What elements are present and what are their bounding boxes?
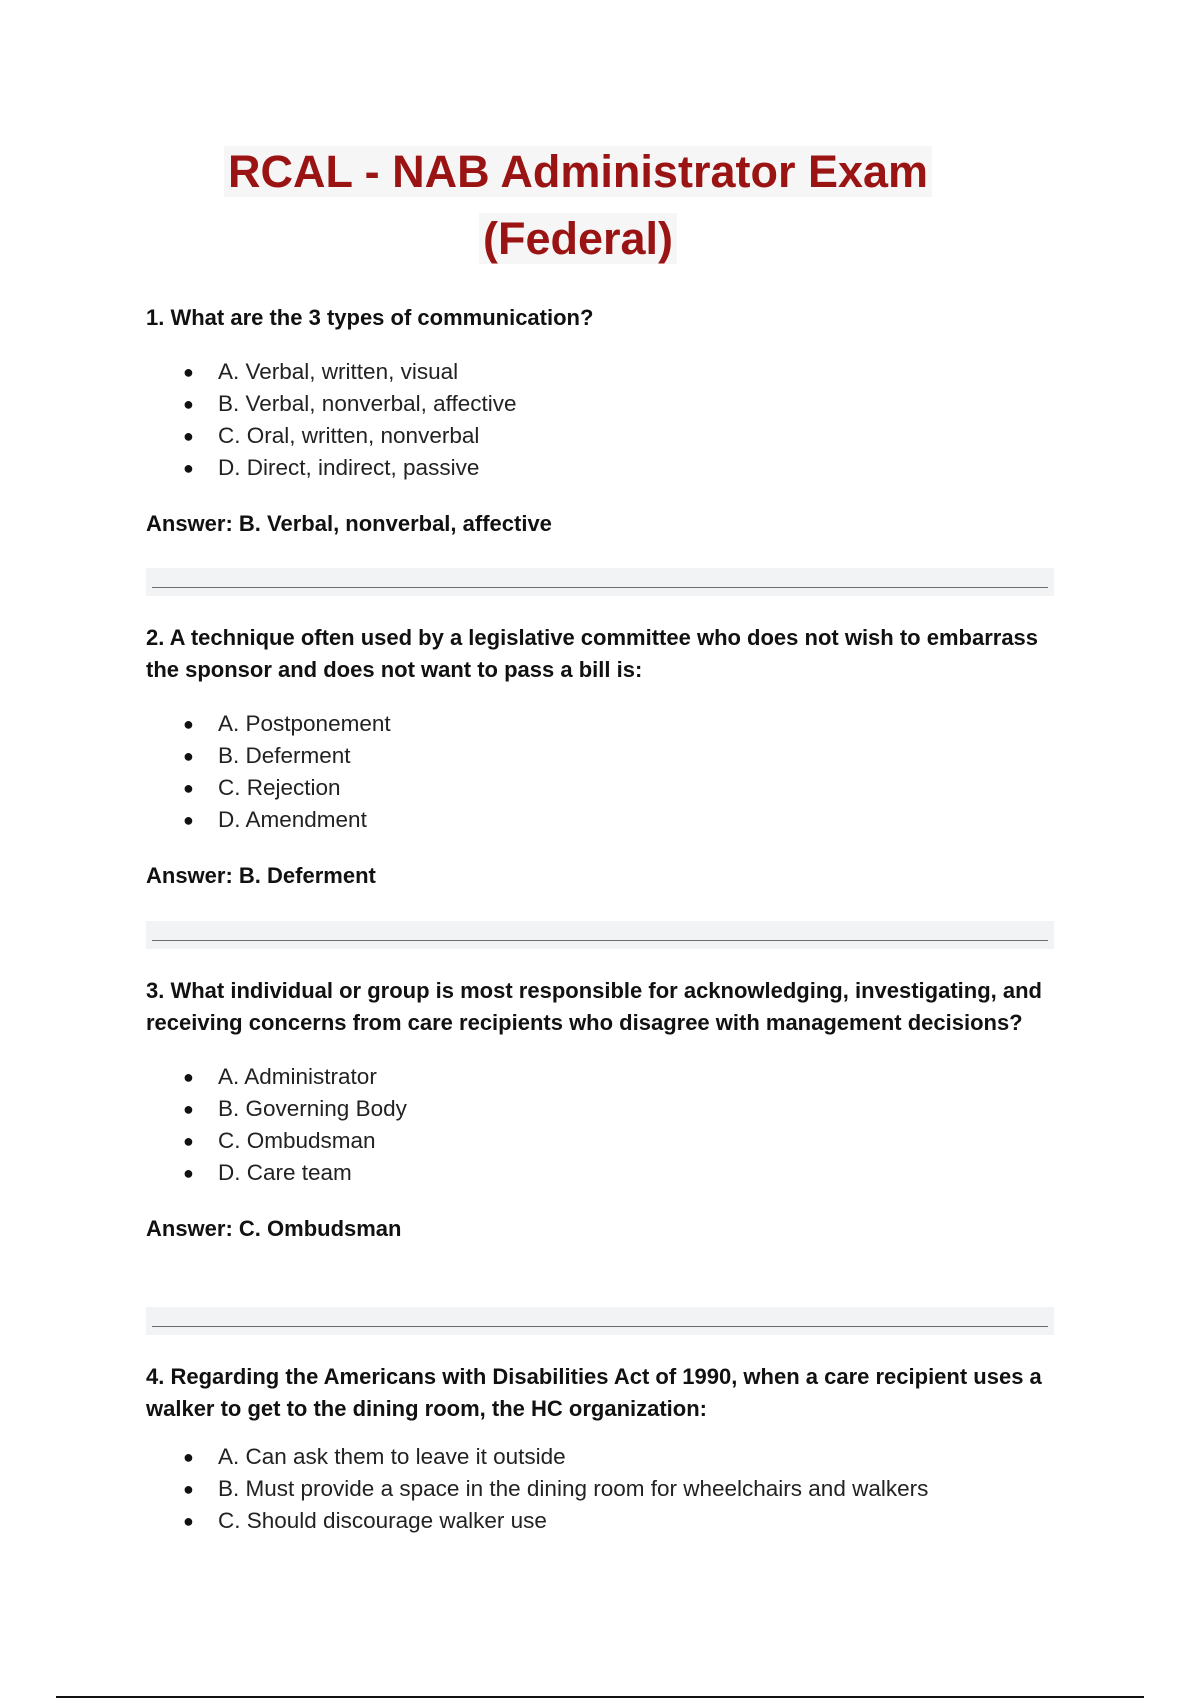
option-text: D. Direct, indirect, passive: [218, 455, 480, 480]
option-text: A. Can ask them to leave it outside: [218, 1444, 566, 1469]
question-4: [146, 1361, 1066, 1537]
options-list: [146, 356, 1066, 484]
divider: [146, 568, 1054, 596]
bullet-icon: ●: [183, 362, 194, 382]
option-item: [146, 804, 1066, 836]
options-list: [146, 708, 1066, 836]
bullet-icon: ●: [183, 1067, 194, 1087]
bullet-icon: ●: [183, 426, 194, 446]
page-subtitle: [0, 206, 1156, 272]
option-item: [146, 356, 1066, 388]
option-item: [146, 1093, 1066, 1125]
option-text: B. Governing Body: [218, 1096, 407, 1121]
option-item: [146, 1505, 1066, 1537]
question-3: [146, 975, 1066, 1245]
bullet-icon: ●: [183, 1163, 194, 1183]
option-item: [146, 420, 1066, 452]
option-text: D. Care team: [218, 1160, 352, 1185]
page-title-line-2: (Federal): [479, 213, 677, 264]
option-text: C. Oral, written, nonverbal: [218, 423, 480, 448]
question-text: 3. What individual or group is most responsible for acknowledging, investigating, and receiving concerns from care recipients who disagree with management decisions?: [146, 978, 1042, 1035]
option-item: [146, 1473, 1066, 1505]
bullet-icon: ●: [183, 746, 194, 766]
option-item: [146, 1061, 1066, 1093]
option-text: A. Verbal, written, visual: [218, 359, 459, 384]
answer: Answer: B. Verbal, nonverbal, affective: [146, 511, 552, 536]
option-item: [146, 388, 1066, 420]
page-title-line-1: RCAL - NAB Administrator Exam: [224, 146, 932, 197]
question-text: 2. A technique often used by a legislative committee who does not wish to embarrass the sponsor and does not want to pass a bill is:: [146, 625, 1039, 682]
question-1: [146, 302, 1066, 540]
divider: [146, 1307, 1054, 1335]
divider: [146, 921, 1054, 949]
option-text: B. Must provide a space in the dining room for wheelchairs and walkers: [218, 1476, 929, 1501]
option-text: A. Postponement: [218, 711, 391, 736]
bullet-icon: ●: [183, 458, 194, 478]
bullet-icon: ●: [183, 1479, 194, 1499]
bullet-icon: ●: [183, 1099, 194, 1119]
option-text: C. Rejection: [218, 775, 341, 800]
options-list: [146, 1061, 1066, 1189]
bullet-icon: ●: [183, 714, 194, 734]
page-bottom-rule: [56, 1696, 1144, 1698]
bullet-icon: ●: [183, 810, 194, 830]
option-text: C. Should discourage walker use: [218, 1508, 547, 1533]
question-text: 1. What are the 3 types of communication?: [146, 305, 594, 330]
option-text: B. Deferment: [218, 743, 351, 768]
option-text: A. Administrator: [218, 1064, 377, 1089]
option-text: D. Amendment: [218, 807, 367, 832]
bullet-icon: ●: [183, 1131, 194, 1151]
question-2: [146, 622, 1066, 892]
option-item: [146, 1125, 1066, 1157]
answer: Answer: C. Ombudsman: [146, 1216, 402, 1241]
option-text: B. Verbal, nonverbal, affective: [218, 391, 517, 416]
bullet-icon: ●: [183, 778, 194, 798]
page-title: [0, 139, 1156, 205]
options-list: [146, 1441, 1066, 1537]
answer: Answer: B. Deferment: [146, 863, 376, 888]
option-item: [146, 1441, 1066, 1473]
option-item: [146, 772, 1066, 804]
option-item: [146, 740, 1066, 772]
option-item: [146, 1157, 1066, 1189]
question-text: 4. Regarding the Americans with Disabilities Act of 1990, when a care recipient uses a walker to get to the dining room, the HC organization:: [146, 1364, 1042, 1421]
option-item: [146, 452, 1066, 484]
option-item: [146, 708, 1066, 740]
bullet-icon: ●: [183, 1447, 194, 1467]
option-text: C. Ombudsman: [218, 1128, 376, 1153]
bullet-icon: ●: [183, 394, 194, 414]
bullet-icon: ●: [183, 1511, 194, 1531]
